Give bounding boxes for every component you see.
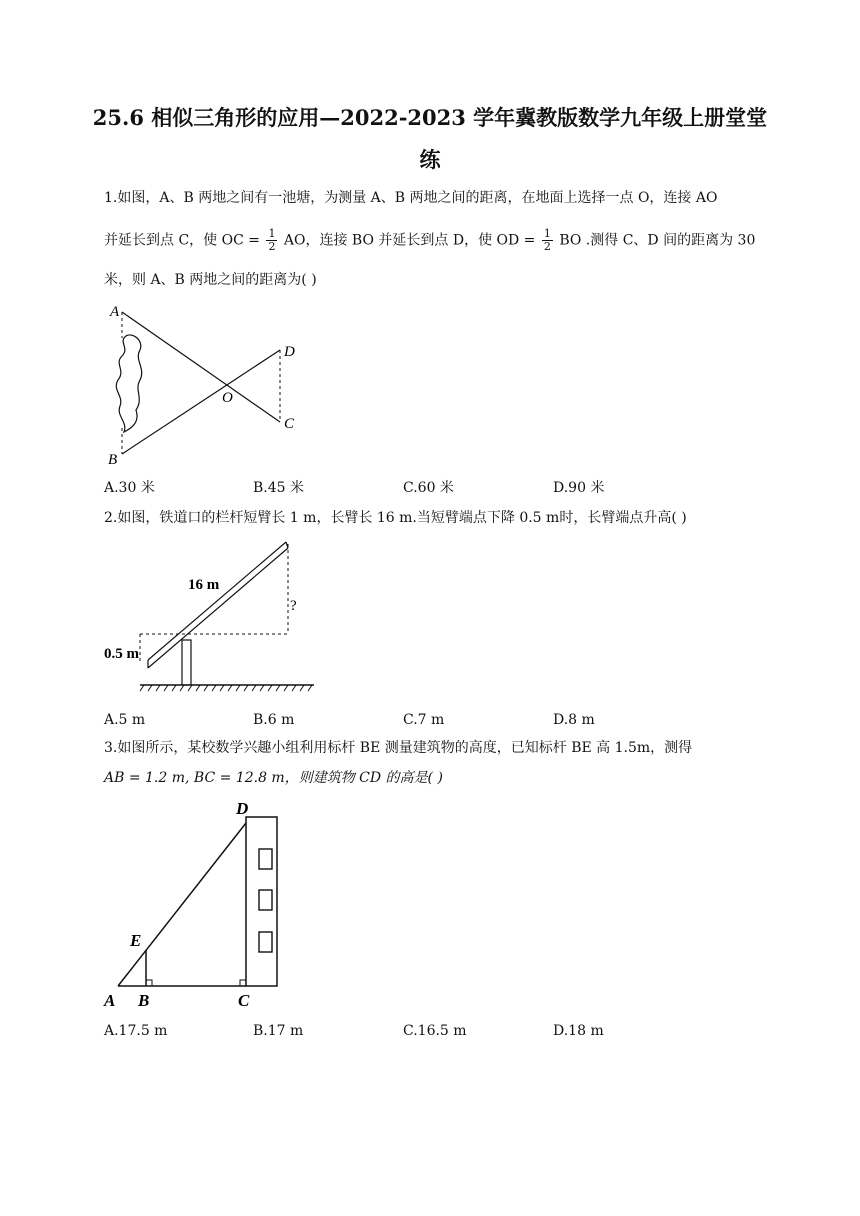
q2-option-a[interactable]: A.5 m <box>104 712 146 728</box>
pond-shape <box>116 335 141 432</box>
label-b: B <box>138 991 150 1010</box>
barrier-post <box>182 640 191 685</box>
q3-option-c[interactable]: C.16.5 m <box>403 1023 467 1039</box>
q1-text-line3: 米，则 A、B 两地之间的距离为( ) <box>104 272 317 288</box>
label-0-5m: 0.5 m <box>104 646 139 662</box>
label-b: B <box>108 452 118 468</box>
q1-option-c[interactable]: C.60 米 <box>403 480 454 496</box>
label-question-mark: ? <box>290 598 297 614</box>
page-title: 25.6 相似三角形的应用—2022-2023 学年冀教版数学九年级上册堂堂 <box>92 105 768 130</box>
q2-text: 2.如图，铁道口的栏杆短臂长 1 m，长臂长 16 m.当短臂端点下降 0.5 m时，长臂端点升高( ) <box>104 510 687 526</box>
page-title-continued: 练 <box>419 147 441 172</box>
q1-text-part-c: BO .测得 C、D 间的距离为 30 <box>559 232 756 249</box>
fraction-numerator: 1 <box>543 227 551 240</box>
label-c: C <box>238 991 250 1010</box>
label-e: E <box>130 931 142 950</box>
fraction-denominator: 2 <box>268 240 276 253</box>
label-c: C <box>284 416 295 432</box>
label-16m: 16 m <box>188 577 220 593</box>
q1-option-a[interactable]: A.30 米 <box>104 480 155 496</box>
q3-text-line1: 3.如图所示，某校数学兴趣小组利用标杆 BE 测量建筑物的高度，已知标杆 BE 高 1.5m，测得 <box>104 740 693 756</box>
fraction-denominator: 2 <box>543 240 551 253</box>
q1-option-b[interactable]: B.45 米 <box>253 480 305 496</box>
q1-fraction-od <box>542 228 553 253</box>
q2-option-d[interactable]: D.8 m <box>553 712 595 728</box>
label-o: O <box>222 390 233 406</box>
q3-option-d[interactable]: D.18 m <box>553 1023 604 1039</box>
building-window-1 <box>259 849 272 869</box>
q1-figure <box>100 298 320 468</box>
line-ac <box>122 312 280 422</box>
label-d: D <box>236 799 249 818</box>
building-window-3 <box>259 932 272 952</box>
q3-figure <box>100 796 300 1016</box>
q1-fraction-oc <box>266 228 277 253</box>
line-bd <box>122 350 280 454</box>
q3-option-b[interactable]: B.17 m <box>253 1023 304 1039</box>
q2-option-b[interactable]: B.6 m <box>253 712 295 728</box>
barrier-arm-upper-edge <box>148 548 288 668</box>
q1-text-line2 <box>104 228 754 253</box>
q1-text-part-b: AO，连接 BO 并延长到点 D，使 OD = <box>283 232 536 249</box>
q3-text-line2: AB = 1.2 m, BC = 12.8 m，则建筑物 CD 的高是( ) <box>104 770 443 786</box>
barrier-arm-lower-edge <box>148 542 286 660</box>
fraction-numerator: 1 <box>268 227 276 240</box>
label-d: D <box>284 344 295 360</box>
q1-option-d[interactable]: D.90 米 <box>553 480 605 496</box>
label-a: A <box>104 991 116 1010</box>
q3-option-a[interactable]: A.17.5 m <box>104 1023 168 1039</box>
q1-text-line1: 1.如图，A、B 两地之间有一池塘，为测量 A、B 两地之间的距离，在地面上选择一点 O，连接 AO <box>104 190 718 206</box>
q2-option-c[interactable]: C.7 m <box>403 712 445 728</box>
right-angle-c <box>240 980 246 986</box>
line-ad <box>118 823 246 986</box>
right-angle-b <box>146 980 152 986</box>
label-a: A <box>110 304 120 320</box>
q2-figure <box>100 536 320 696</box>
q1-text-part-a: 并延长到点 C，使 OC = <box>104 232 260 249</box>
building-window-2 <box>259 890 272 910</box>
ground-hatch <box>140 685 312 691</box>
